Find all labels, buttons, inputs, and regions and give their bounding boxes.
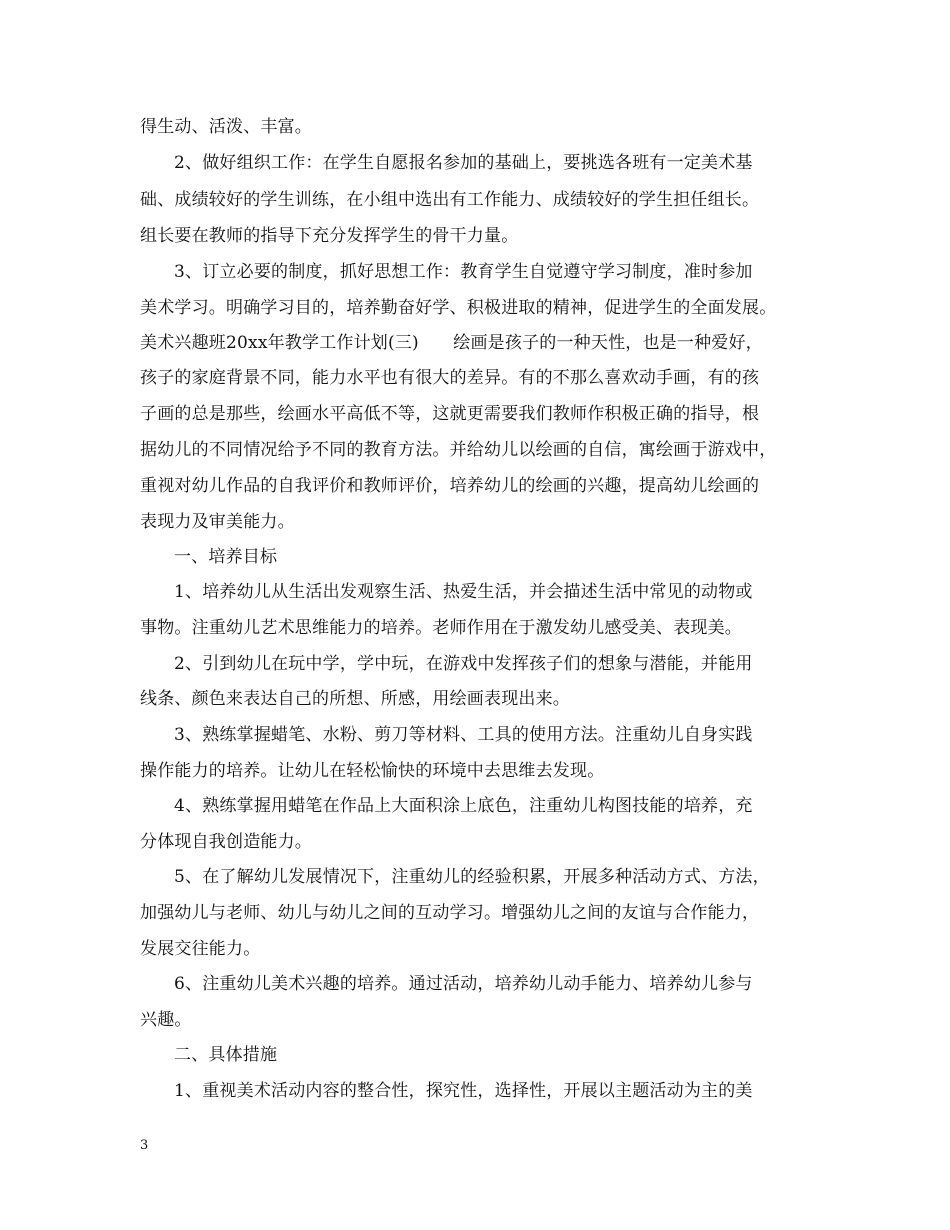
text-line: 发展交往能力。	[140, 939, 261, 959]
text-line: 操作能力的培养。让幼儿在轻松愉快的环境中去思维去发现。	[140, 761, 605, 781]
text-line: 子画的总是那些，绘画水平高低不等，这就更需要我们教师作积极正确的指导，根	[140, 404, 760, 424]
text-line: 2、引到幼儿在玩中学，学中玩，在游戏中发挥孩子们的想象与潜能，并能用	[174, 654, 753, 674]
text-line: 5、在了解幼儿发展情况下，注重幼儿的经验积累，开展多种活动方式、方法，	[174, 867, 770, 887]
text-line: 组长要在教师的指导下充分发挥学生的骨干力量。	[140, 226, 519, 246]
text-line: 3、熟练掌握蜡笔、水粉、剪刀等材料、工具的使用方法。注重幼儿自身实践	[174, 725, 753, 745]
text-line: 兴趣。	[140, 1010, 192, 1030]
section-heading: 二、具体措施	[174, 1045, 278, 1065]
text-line: 1、重视美术活动内容的整合性，探究性，选择性，开展以主题活动为主的美	[174, 1081, 753, 1101]
text-line: 美术兴趣班20xx年教学工作计划(三) 绘画是孩子的一种天性，也是一种爱好，	[140, 333, 763, 353]
text-line: 据幼儿的不同情况给予不同的教育方法。并给幼儿以绘画的自信，寓绘画于游戏中，	[140, 440, 777, 460]
page-number: 3	[140, 1138, 149, 1153]
text-line: 得生动、活泼、丰富。	[140, 117, 312, 137]
text-line: 础、成绩较好的学生训练，在小组中选出有工作能力、成绩较好的学生担任组长。	[140, 190, 760, 210]
section-heading: 一、培养目标	[174, 547, 278, 567]
text-line: 孩子的家庭背景不同，能力水平也有很大的差异。有的不那么喜欢动手画，有的孩	[140, 368, 760, 388]
text-line: 1、培养幼儿从生活出发观察生活、热爱生活，并会描述生活中常见的动物或	[174, 582, 753, 602]
text-line: 6、注重幼儿美术兴趣的培养。通过活动，培养幼儿动手能力、培养幼儿参与	[174, 974, 753, 994]
text-line: 3、订立必要的制度，抓好思想工作：教育学生自觉遵守学习制度，准时参加	[174, 262, 753, 282]
text-line: 事物。注重幼儿艺术思维能力的培养。老师作用在于激发幼儿感受美、表现美。	[140, 618, 742, 638]
text-line: 美术学习。明确学习目的，培养勤奋好学、积极进取的精神，促进学生的全面发展。	[140, 298, 777, 318]
text-line: 2、做好组织工作：在学生自愿报名参加的基础上，要挑选各班有一定美术基	[174, 153, 753, 173]
text-line: 表现力及审美能力。	[140, 512, 295, 532]
text-line: 线条、颜色来表达自己的所想、所感，用绘画表现出来。	[140, 689, 570, 709]
text-line: 4、熟练掌握用蜡笔在作品上大面积涂上底色，注重幼儿构图技能的培养，充	[174, 796, 753, 816]
text-line: 加强幼儿与老师、幼儿与幼儿之间的互动学习。增强幼儿之间的友谊与合作能力，	[140, 903, 760, 923]
text-line: 分体现自我创造能力。	[140, 832, 312, 852]
text-line: 重视对幼儿作品的自我评价和教师评价，培养幼儿的绘画的兴趣，提高幼儿绘画的	[140, 476, 760, 496]
